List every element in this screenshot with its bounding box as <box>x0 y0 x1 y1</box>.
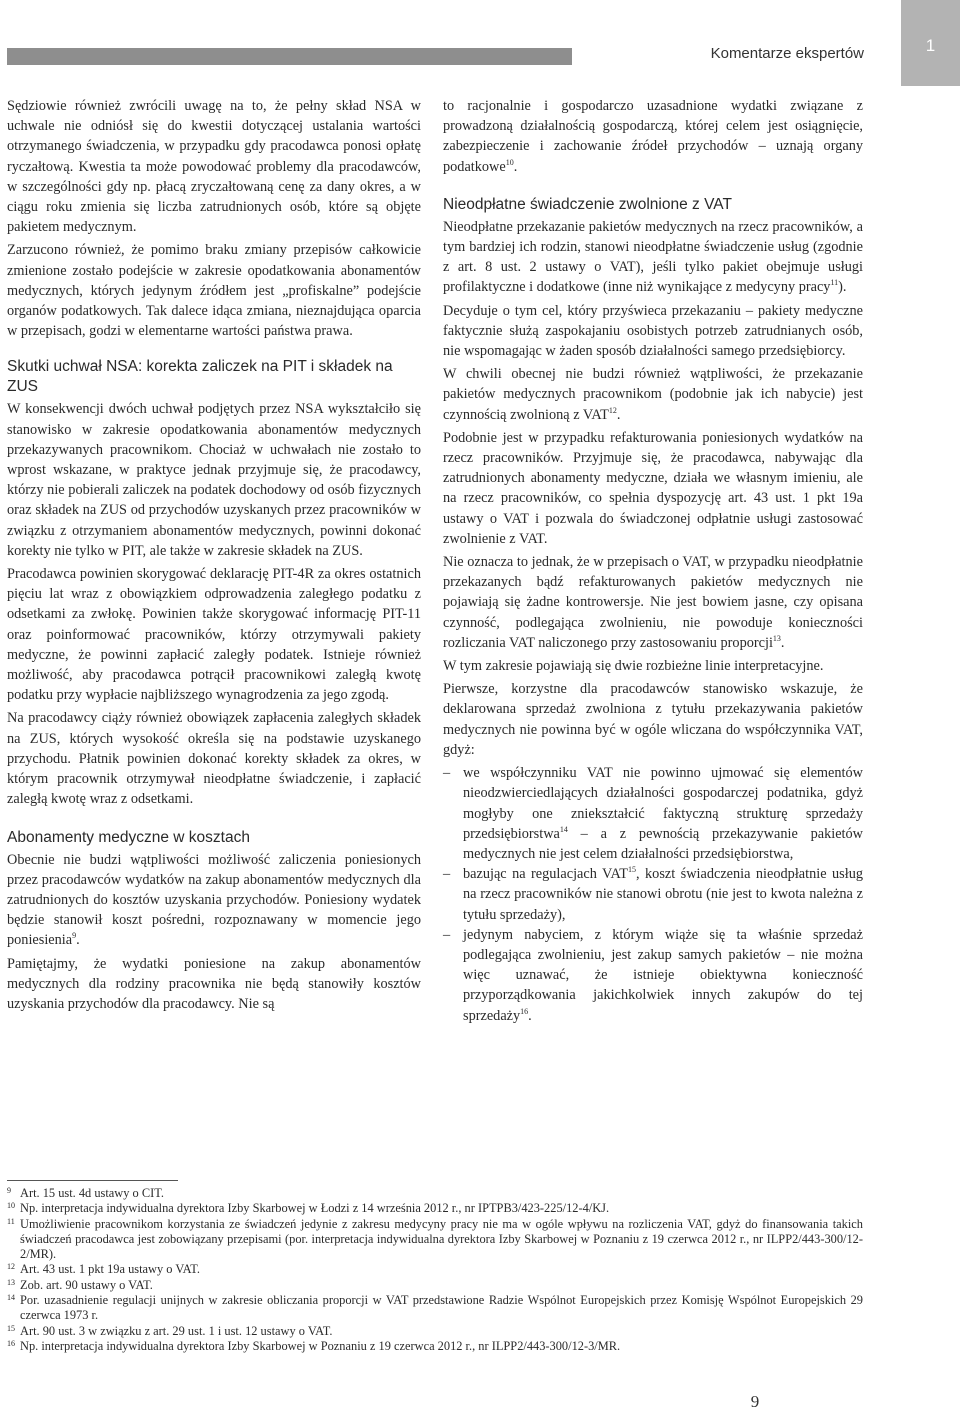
right-paragraph-6 <box>443 552 863 653</box>
footnote <box>7 1324 863 1339</box>
dash-bullet: – <box>443 926 451 943</box>
right-paragraph-8: Pierwsze, korzystne dla pracodawców stanowisko wskazuje, że deklarowana sprzedaż zwolniona z tytułu przekazywania pakietów medycznych nie powinna być w ogóle wliczana do współczynnika VAT, gdyż: <box>443 681 863 758</box>
footnote-number: 9 <box>7 1186 11 1195</box>
section-heading-vat: Nieodpłatne świadczenie zwolnione z VAT <box>443 195 732 213</box>
list-item <box>443 763 863 864</box>
footnote-divider <box>7 1180 178 1181</box>
left-paragraph-6-text: Obecnie nie budzi wątpliwości możliwość zaliczenia poniesionych przez pracodawców wydatków na zakup abonamentów medycznych dla zatrudnionych do kosztów uzyskania przychodów. Poniesiony wydatek będzie stanowił koszt pośredni, rozpoznawany w momencie jego poniesienia <box>7 851 421 949</box>
footnote <box>7 1339 863 1354</box>
footnote-text: Umożliwienie pracownikom korzystania ze świadczeń jedynie z zakresu medycyny pracy nie ma w ogóle wpływu na rozliczenia VAT, gdyż do finansowania takich świadczeń pracodawca jest zobowiązany przepisami (por. interpretacja indywidualna dyrektora Izby Skarbowej w Poznaniu z 19 czerwca 2012 r., nr ILPP2/443-300/12-2/MR). <box>20 1216 863 1262</box>
footnote-number: 10 <box>7 1201 15 1211</box>
list-item-3-text: jedynym nabyciem, z którym wiąże się ta właśnie sprzedaż podlegająca zwolnieniu, jest zakup samych pakietów – nie można więc uznawać, że istnieje obiektywna konieczność przyporządkowania jakichkolwiek innych zakupów do tej sprzedaży <box>463 926 863 1024</box>
footnote-number: 14 <box>7 1293 15 1303</box>
footnotes <box>7 1186 863 1354</box>
footnote-number: 13 <box>7 1277 15 1287</box>
running-header-title: Komentarze ekspertów <box>710 45 864 62</box>
footnote-text: Por. uzasadnienie regulacji unijnych w zakresie obliczania proporcji w VAT przedstawione Radzie Wspólnot Europejskich przez Komisję Wspólnot Europejskich 29 czerwca 1973 r. <box>20 1293 863 1323</box>
footnote-number: 16 <box>7 1338 15 1348</box>
footnote-ref-10[interactable]: 10 <box>505 157 514 167</box>
footnote-ref-15[interactable]: 15 <box>628 865 637 875</box>
page-number: 9 <box>750 1392 760 1411</box>
list-item <box>443 864 863 925</box>
right-paragraph-3: Decyduje o tym cel, który przyświeca przekazaniu – pakiety medyczne faktycznie służą zaspokajaniu osobistych potrzeb zatrudnianych osób, nie wspomagając w żaden sposób działalności samego przedsiębiorcy. <box>443 302 863 360</box>
list-item-3-end: . <box>528 1007 532 1024</box>
footnote-number: 15 <box>7 1323 15 1333</box>
list-item-1-end: – a z pewnością przekazywanie pakietów medycznych nie jest celem działalności przedsiębiorstwa, <box>463 825 863 862</box>
footnote-text: Np. interpretacja indywidualna dyrektora Izby Skarbowej w Łodzi z 14 września 2012 r., nr IPTPB3/423-225/12-4/KJ. <box>20 1201 610 1216</box>
right-paragraph-2-text: Nieodpłatne przekazanie pakietów medycznych na rzecz pracowników, a tym bardziej ich rodzin, stanowi nieodpłatne świadczenie usług (zgodnie z art. 8 ust. 2 ustawy o VAT), jeśli tylko pakiet obejmuje usługi profilaktyczne i dodatkowe (inne niż wynikające z medycyny pracy <box>443 218 863 296</box>
right-paragraph-7: W tym zakresie pojawiają się dwie rozbieżne linie interpretacyjne. <box>443 658 824 675</box>
left-paragraph-5: Na pracodawcy ciąży również obowiązek zapłacenia zaległych składek na ZUS, których wysokość określa się na podstawie uzyskanego przychodu. Płatnik powinien dokonać korekty składek za okres, w którym pracownik otrzymywał nieodpłatne świadczenie, i zapłacić zaległą kwotę wraz z odsetkami. <box>7 710 421 808</box>
footnote-text: Zob. art. 90 ustawy o VAT. <box>20 1277 153 1292</box>
right-paragraph-4 <box>443 364 863 425</box>
right-paragraph-1 <box>443 96 863 177</box>
footnote <box>7 1201 863 1216</box>
dash-bullet: – <box>443 866 451 883</box>
left-paragraph-6 <box>7 850 421 951</box>
argument-list <box>443 763 863 1026</box>
footnote-ref-9[interactable]: 9 <box>72 931 77 941</box>
section-heading-nsa: Skutki uchwał NSA: korekta zaliczek na PIT i składek na ZUS <box>7 358 393 396</box>
footnote-text: Art. 15 ust. 4d ustawy o CIT. <box>20 1186 164 1200</box>
footnote-number: 12 <box>7 1262 15 1272</box>
chapter-tab <box>901 0 960 86</box>
list-item-2-text: bazując na regulacjach VAT <box>463 866 629 883</box>
left-paragraph-1: Sędziowie również zwrócili uwagę na to, że pełny skład NSA w uchwale nie odniósł się do kwestii dotyczącej ustalania wartości otrzymanego świadczenia, w przypadku gdy pracodawca ponosi opłatę ryczałtową. Kwestia ta może powodować problemy dla pracodawców, w szczególności gdy np. płacą zryczałtowaną cenę za dany okres, a w ciągu roku zmienia się liczba zatrudnionych osób, które są objęte pakietem medycznym. <box>7 98 421 236</box>
left-paragraph-2: Zarzucono również, że pomimo braku zmiany przepisów całkowicie zmienione zostało podejście w zakresie opodatkowania abonamentów medycznych, których jedynym źródłem jest „profiskalne” podejście organów podatkowych. Tak dalece idąca zmiana, nieznajdująca oparcia w przepisach, godzi w elementarne wartości państwa prawa. <box>7 242 421 340</box>
footnote <box>7 1293 863 1324</box>
list-item-2-end: , koszt świadczenia nieodpłatnie usług na rzecz pracowników nie stanowi obrotu (nie jest to kwota należna z tytułu sprzedaży), <box>463 866 863 923</box>
footnote-ref-11[interactable]: 11 <box>830 278 839 288</box>
section-heading-costs: Abonamenty medyczne w kosztach <box>7 828 250 846</box>
left-paragraph-6-end: . <box>76 932 80 949</box>
list-item <box>443 925 863 1026</box>
right-paragraph-4-text: W chwili obecnej nie budzi również wątpliwości, że przekazanie pakietów medycznych pracownikom (podobnie jak ich nabycie) jest czynnością zwolnioną z VAT <box>443 366 863 423</box>
right-paragraph-4-end: . <box>616 406 621 423</box>
left-paragraph-4: Pracodawca powinien skorygować deklarację PIT-4R za okres ostatnich pięciu lat wraz z obowiązkiem odprowadzenia zaległego podatku z odsetkami za zwłokę. Powinien także skorygować informację PIT-11 oraz poinformować pracowników, którzy otrzymywali pakiety medyczne, że powinni zapłacić zaległy podatek. Istnieje również możliwość, aby pracodawca potrącił pracownikowi zaległą kwotę podatku przy wypłacie najbliższego wynagrodzenia za jego zgodą. <box>7 566 421 704</box>
footnote-number: 11 <box>7 1216 15 1226</box>
left-paragraph-7: Pamiętajmy, że wydatki poniesione na zakup abonamentów medycznych dla rodziny pracownika nie będą stanowiły kosztów uzyskania przychodów dla pracodawcy. Nie są <box>7 955 421 1012</box>
footnote <box>7 1262 863 1277</box>
dash-bullet: – <box>443 765 451 782</box>
footnote-text: Art. 90 ust. 3 w związku z art. 29 ust. 1 i ust. 12 ustawy o VAT. <box>20 1323 333 1338</box>
footnote-ref-16[interactable]: 16 <box>520 1006 529 1016</box>
right-paragraph-2-end: ). <box>838 279 847 296</box>
right-paragraph-6-text: Nie oznacza to jednak, że w przepisach o VAT, w przypadku nieodpłatnie przekazanych bądź refakturowanych pakietów medycznych nie pojawiają się żadne kontrowersje. Nie jest bowiem jasne, czy opisana czynność, podlegająca zwolnieniu, nie powoduje konieczności rozliczania VAT naliczonego przy zastosowaniu proporcji <box>443 554 863 651</box>
chapter-tab-label: 1 <box>925 36 936 55</box>
right-paragraph-1-end: . <box>513 158 518 175</box>
footnote-text: Art. 43 ust. 1 pkt 19a ustawy o VAT. <box>20 1262 201 1277</box>
right-paragraph-1-text: to racjonalnie i gospodarczo uzasadnione wydatki związane z prowadzoną działalnością gospodarczą, której celem jest osiągnięcie, zabezpieczenie i zachowanie źródeł przychodów – uznają organy podatkowe <box>443 98 863 175</box>
left-paragraph-3: W konsekwencji dwóch uchwał podjętych przez NSA wykształciło się stanowisko w zakresie opodatkowania abonamentów medycznych przekazywanych pracownikom. Chociaż w uchwałach nie zostało to wprost wskazane, w praktyce jednak przyjmuje się, że pracodawcy, którzy nie pobierali zaliczek na podatek dochodowy od osób fizycznych oraz składek na ZUS od przychodów uzyskanych przez pracowników w związku z otrzymaniem abonamentów medycznych, powinni dokonać korekty nie tylko w PIT, ale także w zakresie składek na ZUS. <box>7 401 421 559</box>
footnote-text: Np. interpretacja indywidualna dyrektora Izby Skarbowej w Poznaniu z 19 czerwca 2012 r., nr ILPP2/443-300/12-3/MR. <box>20 1338 621 1353</box>
footnote <box>7 1278 863 1293</box>
left-column <box>7 96 421 1017</box>
right-paragraph-2 <box>443 217 863 298</box>
footnote-ref-14[interactable]: 14 <box>559 824 568 834</box>
header-bar <box>7 48 572 65</box>
footnote <box>7 1217 863 1263</box>
right-paragraph-5: Podobnie jest w przypadku refakturowania poniesionych wydatków na rzecz pracowników. Przyjmuje się, że pracodawca, nabywając dla zatrudnionych abonamenty medyczne, działa we własnym imieniu, ale na rzecz pracowników, co spełnia dyspozycję art. 43 ust. 1 pkt 19a ustawy o VAT i pozwala do świadczonej odpłatnie usługi zastosować zwolnienie z VAT. <box>443 429 863 547</box>
footnote-ref-13[interactable]: 13 <box>772 634 781 644</box>
right-column <box>443 96 863 1026</box>
footnote <box>7 1186 863 1201</box>
footnote-ref-12[interactable]: 12 <box>608 405 617 415</box>
right-paragraph-6-end: . <box>780 634 785 651</box>
list-item-1-text: we współczynniku VAT nie powinno ujmować się elementów nieodzwierciedlających działalności gospodarczej podatnika, gdyż mogłyby one zniekształcić faktyczną strukturę sprzedaży przedsiębiorstwa <box>463 765 863 842</box>
